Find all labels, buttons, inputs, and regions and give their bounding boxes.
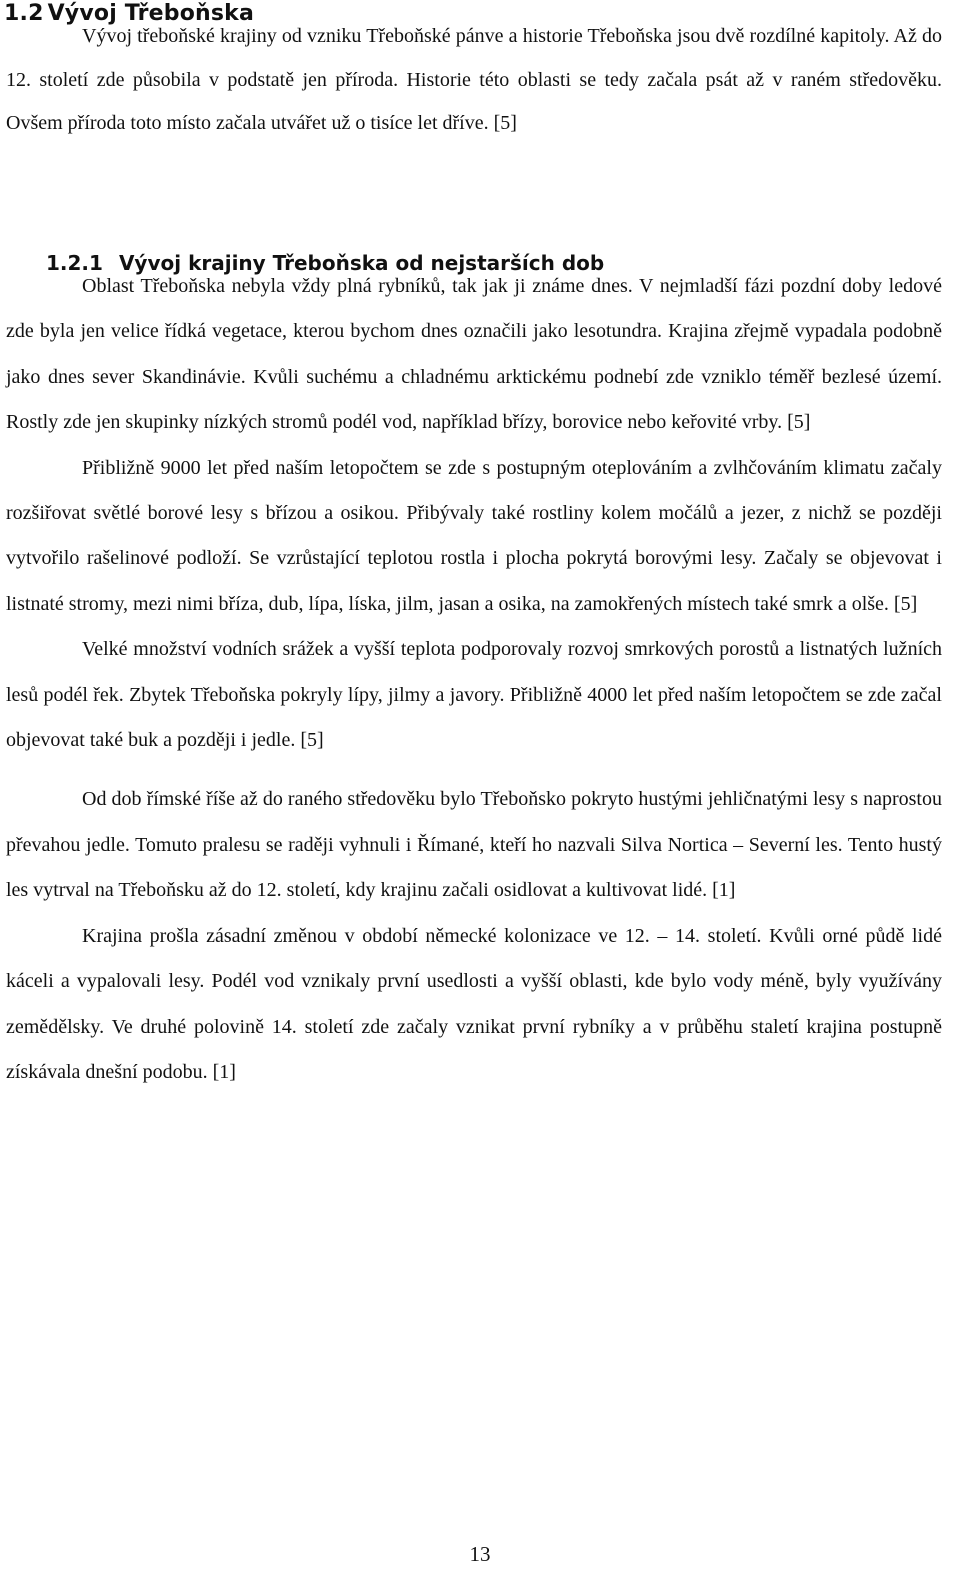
subsection-title: Vývoj krajiny Třeboňska od nejstarších dob — [118, 251, 605, 275]
page-number: 13 — [469, 1542, 491, 1566]
body-paragraph: Od dob římské říše až do raného středověku bylo Třeboňsko pokryto hustými jehličnatými lesy s naprostou převahou jedle. Tomuto pralesu se raději vyhnuli i Římané, kteří ho nazvali Silva Nortica – Severní les. Tento hustý les vytrval na Třeboňsku až do 12. století, kdy krajinu začali osidlovat a kultivovat lidé. [1] — [6, 788, 942, 902]
body-paragraph: Přibližně 9000 let před naším letopočtem se zde s postupným oteplováním a zvlhčováním klimatu začaly rozšiřovat světlé borové lesy s břízou a osikou. Přibývaly také rostliny kolem močálů a jezer, z nichž se později vytvořilo rašelinové podloží. Se vzrůstající teplotou rostla i plocha pokrytá borovými lesy. Začaly se objevovat i listnaté stromy, mezi nimi bříza, dub, lípa, líska, jilm, jasan a osika, na zamokřených místech také smrk a olše. [5] — [6, 456, 942, 615]
section-intro-paragraph: Vývoj třeboňské krajiny od vzniku Třeboňské pánve a historie Třeboňska jsou dvě rozdílné kapitoly. Až do 12. století zde působila v podstatě jen příroda. Historie této oblasti se tedy začala psát až v raném středověku. Ovšem příroda toto místo začala utvářet už o tisíce let dříve. [5] — [6, 25, 942, 134]
body-paragraph: Velké množství vodních srážek a vyšší teplota podporovaly rozvoj smrkových porostů a listnatých lužních lesů podél řek. Zbytek Třeboňska pokryly lípy, jilmy a javory. Přibližně 4000 let před naším letopočtem se zde začal objevovat také buk a později i jedle. [5] — [6, 638, 942, 752]
section-number: 1.2 — [4, 1, 44, 26]
body-paragraph: Oblast Třeboňska nebyla vždy plná rybníků, tak jak ji známe dnes. V nejmladší fázi pozdní doby ledové zde byla jen velice řídká vegetace, kterou bychom dnes označili jako lesotundra. Krajina zřejmě vypadala podobně jako dnes sever Skandinávie. Kvůli suchému a chladnému arktickému podnebí zde vzniklo téměř bezlesé území. Rostly zde jen skupinky nízkých stromů podél vod, například břízy, borovice nebo keřovité vrby. [5] — [6, 275, 942, 434]
subsection-body — [6, 264, 942, 1095]
body-paragraph: Krajina prošla zásadní změnou v období německé kolonizace ve 12. – 14. století. Kvůli orné půdě lidé káceli a vypalovali lesy. Podél vod vznikaly první usedlosti a vyšší oblasti, kde bylo vody méně, byly využívány zemědělsky. Ve druhé polovině 14. století zde začaly vznikat první rybníky a v průběhu staletí krajina postupně získávala dnešní podobu. [1] — [6, 924, 942, 1083]
subsection-number: 1.2.1 — [46, 251, 103, 275]
section-title: Vývoj Třeboňska — [47, 1, 255, 26]
